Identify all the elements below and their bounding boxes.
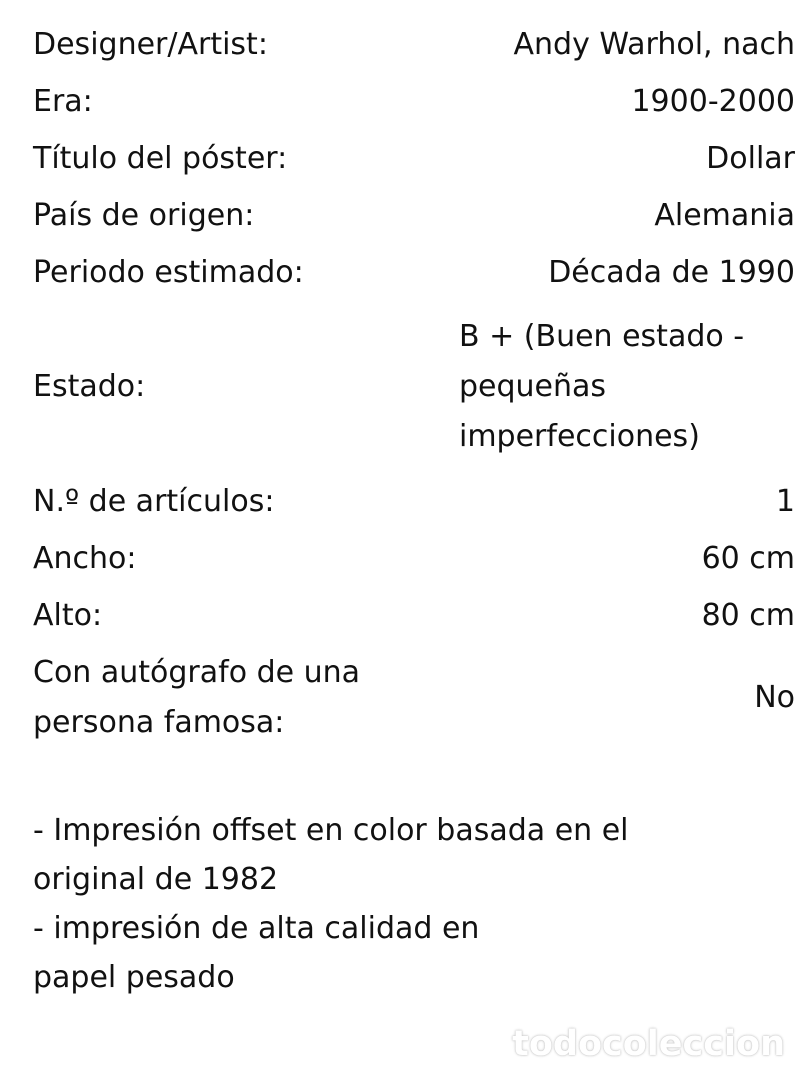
- spec-value: 80 cm: [701, 597, 795, 633]
- spec-value: 1: [775, 483, 795, 519]
- spec-value: 60 cm: [701, 540, 795, 576]
- spec-label: País de origen:: [33, 197, 255, 233]
- spec-row-autograph: [33, 648, 795, 748]
- spec-row-title: [33, 130, 795, 187]
- item-description: [33, 806, 773, 1002]
- spec-row-width: [33, 530, 795, 587]
- spec-row-items: [33, 473, 795, 530]
- description-line: - impresión de alta calidad en: [33, 911, 480, 946]
- spec-label: Designer/Artist:: [33, 26, 268, 62]
- spec-value: Dollar: [706, 140, 795, 176]
- spec-label: Título del póster:: [33, 140, 288, 176]
- spec-row-condition: [33, 301, 795, 473]
- description-line: original de 1982: [33, 862, 279, 897]
- spec-row-era: [33, 73, 795, 130]
- description-line: papel pesado: [33, 960, 235, 995]
- spec-row-height: [33, 587, 795, 644]
- spec-label: Estado:: [33, 369, 146, 404]
- spec-value: Andy Warhol, nach: [513, 26, 795, 62]
- spec-value: 1900-2000: [631, 83, 795, 119]
- spec-value: Alemania: [654, 197, 795, 233]
- spec-label: N.º de artículos:: [33, 483, 275, 519]
- specs-table: [33, 16, 795, 748]
- spec-row-country: [33, 187, 795, 244]
- spec-label: Era:: [33, 83, 93, 119]
- spec-label: Alto:: [33, 597, 103, 633]
- spec-label: Periodo estimado:: [33, 254, 304, 290]
- watermark-logo: todocoleccion: [512, 1024, 785, 1064]
- spec-label: Con autógrafo de una persona famosa:: [33, 655, 361, 740]
- spec-label: Ancho:: [33, 540, 137, 576]
- description-line: - Impresión offset en color basada en el: [33, 813, 629, 848]
- spec-value: Década de 1990: [548, 254, 795, 290]
- spec-row-period: [33, 244, 795, 301]
- spec-value: B + (Buen estado - pequeñas imperfecciones): [459, 319, 745, 454]
- spec-value: No: [754, 680, 795, 715]
- spec-row-designer: [33, 16, 795, 73]
